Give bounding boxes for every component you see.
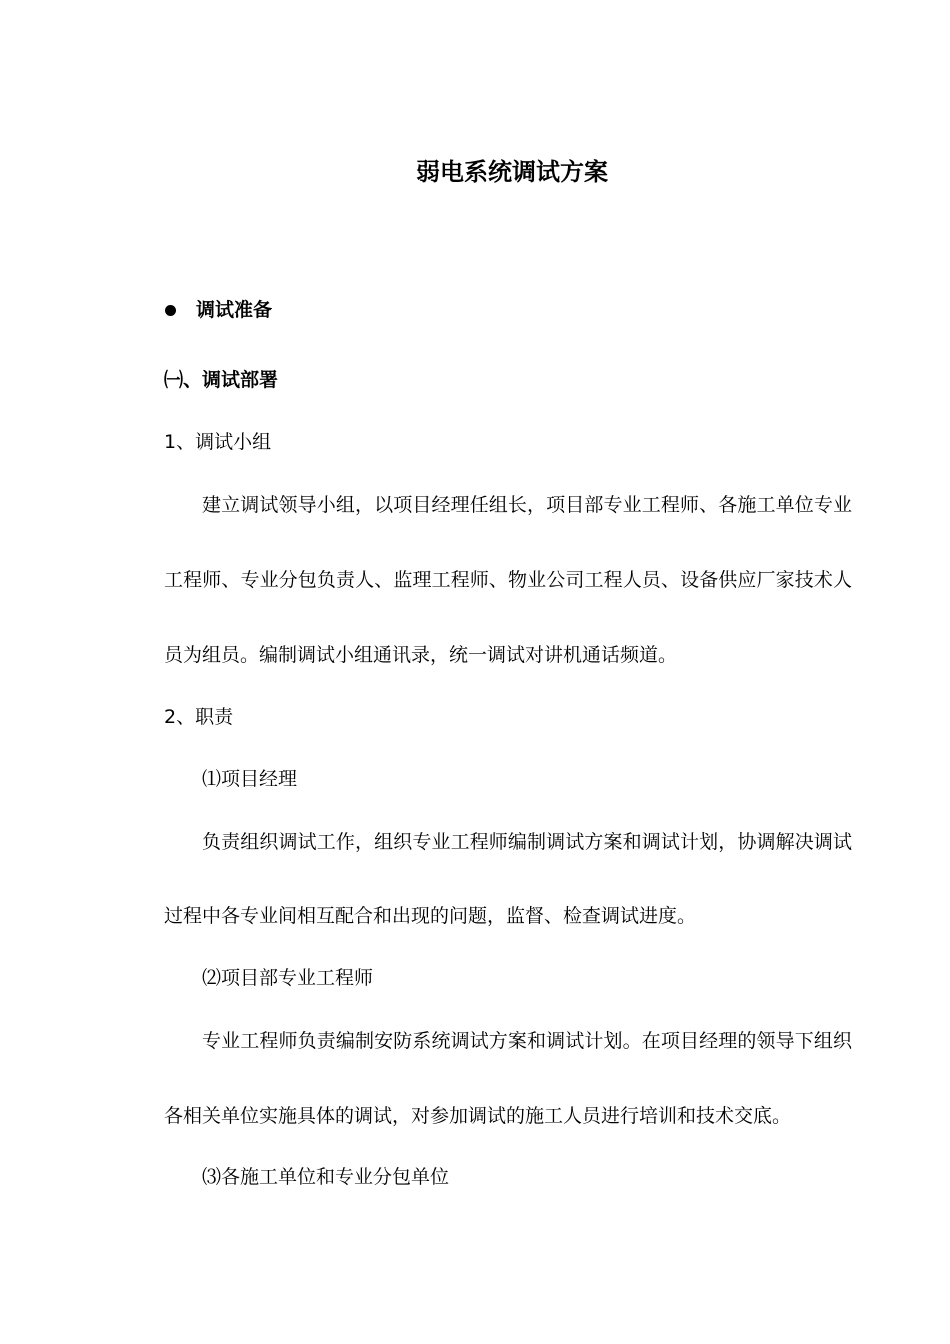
role2-heading: ⑵项目部专业工程师 xyxy=(202,967,374,989)
item1-para-line: 工程师、专业分包负责人、监理工程师、物业公司工程人员、设备供应厂家技术人 xyxy=(164,569,852,591)
role3-heading: ⑶各施工单位和专业分包单位 xyxy=(202,1166,450,1188)
item2-heading: 2、职责 xyxy=(164,706,234,728)
item1-para-line: 员为组员。编制调试小组通讯录，统一调试对讲机通话频道。 xyxy=(164,644,678,666)
item1-heading: 1、调试小组 xyxy=(164,431,272,453)
role2-para-line: 各相关单位实施具体的调试，对参加调试的施工人员进行培训和技术交底。 xyxy=(164,1105,792,1127)
bullet-heading: 调试准备 xyxy=(196,299,273,321)
item1-para-line: 建立调试领导小组，以项目经理任组长，项目部专业工程师、各施工单位专业 xyxy=(202,494,852,516)
section-heading: ㈠、调试部署 xyxy=(164,369,279,391)
bullet-icon xyxy=(165,305,176,316)
document-title: 弱电系统调试方案 xyxy=(416,158,608,186)
role1-para-line: 负责组织调试工作，组织专业工程师编制调试方案和调试计划，协调解决调试 xyxy=(202,831,852,853)
role1-para-line: 过程中各专业间相互配合和出现的问题，监督、检查调试进度。 xyxy=(164,905,697,927)
role2-para-line: 专业工程师负责编制安防系统调试方案和调试计划。在项目经理的领导下组织 xyxy=(202,1030,852,1052)
role1-heading: ⑴项目经理 xyxy=(202,768,298,790)
